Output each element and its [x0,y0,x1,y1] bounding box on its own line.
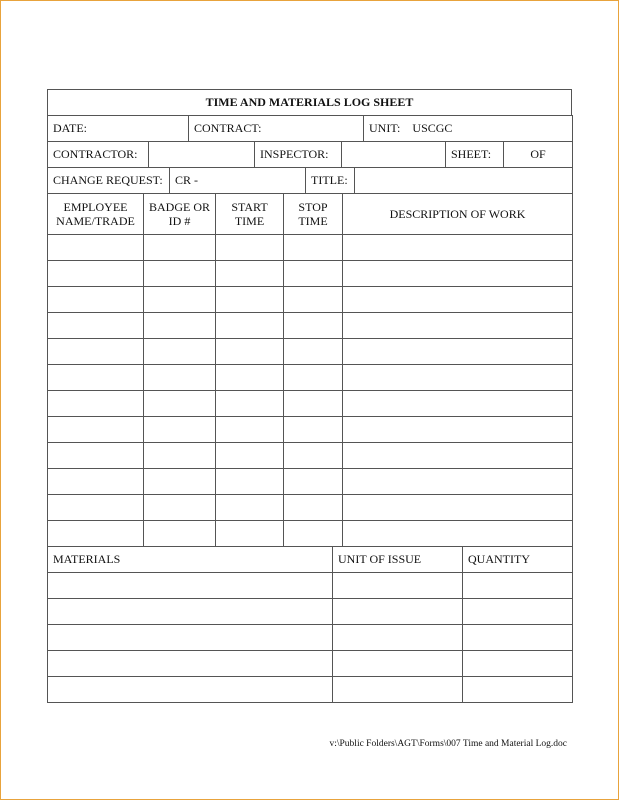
labor-row-cell[interactable] [343,495,573,521]
labor-row-cell[interactable] [144,469,216,495]
labor-row-cell[interactable] [48,261,144,287]
inspector-input[interactable] [342,142,446,168]
labor-row-cell[interactable] [284,235,343,261]
labor-row-cell[interactable] [216,313,284,339]
labor-row [48,443,573,469]
labor-row-cell[interactable] [48,391,144,417]
start-time-column-header: START TIME [216,194,284,235]
labor-row-cell[interactable] [144,365,216,391]
title-label: TITLE: [306,168,355,194]
labor-row-cell[interactable] [284,339,343,365]
date-label: DATE: [53,121,87,135]
stop-time-column-header: STOP TIME [284,194,343,235]
labor-row [48,235,573,261]
labor-row-cell[interactable] [284,417,343,443]
materials-row-cell[interactable] [463,599,573,625]
labor-row-cell[interactable] [144,287,216,313]
of-label: OF [530,147,546,161]
labor-row-cell[interactable] [343,417,573,443]
materials-row-cell[interactable] [463,651,573,677]
labor-row-cell[interactable] [343,313,573,339]
materials-row-cell[interactable] [333,651,463,677]
materials-column-header: MATERIALS [48,547,333,573]
labor-row [48,495,573,521]
labor-row-cell[interactable] [343,287,573,313]
labor-row-cell[interactable] [48,495,144,521]
labor-row-cell[interactable] [216,469,284,495]
labor-row-cell[interactable] [284,469,343,495]
change-request-input[interactable] [170,168,306,194]
labor-row-cell[interactable] [284,365,343,391]
labor-row-cell[interactable] [48,287,144,313]
materials-row-cell[interactable] [333,677,463,703]
labor-row-cell[interactable] [216,495,284,521]
labor-row-cell[interactable] [216,417,284,443]
labor-row-cell[interactable] [284,521,343,547]
labor-row-cell[interactable] [144,417,216,443]
labor-row-cell[interactable] [343,339,573,365]
materials-header-row [48,547,573,573]
labor-row-cell[interactable] [216,235,284,261]
title-input[interactable] [355,168,573,194]
labor-row [48,261,573,287]
labor-table [47,193,573,547]
contractor-label: CONTRACTOR: [48,142,149,168]
change-request-row [47,167,573,194]
materials-row-cell[interactable] [48,651,333,677]
labor-row-cell[interactable] [144,495,216,521]
labor-row [48,339,573,365]
labor-row-cell[interactable] [144,443,216,469]
labor-row-cell[interactable] [343,365,573,391]
labor-row-cell[interactable] [48,521,144,547]
form-title: TIME AND MATERIALS LOG SHEET [48,90,572,116]
unit-of-issue-column-header: UNIT OF ISSUE [333,547,463,573]
labor-row-cell[interactable] [48,417,144,443]
labor-row-cell[interactable] [216,287,284,313]
materials-table [47,546,573,703]
labor-row-cell[interactable] [284,287,343,313]
labor-row-cell[interactable] [144,339,216,365]
labor-row [48,287,573,313]
date-field[interactable] [48,116,189,142]
employee-column-header: EMPLOYEE NAME/TRADE [48,194,144,235]
date-contract-row [47,115,573,142]
labor-row-cell[interactable] [144,235,216,261]
cr-prefix: CR - [175,173,199,187]
labor-row [48,521,573,547]
labor-row-cell[interactable] [284,313,343,339]
materials-row [48,599,573,625]
materials-row [48,677,573,703]
unit-label: UNIT: [369,121,401,135]
contract-label: CONTRACT: [194,121,262,135]
sheet-label: SHEET: [446,142,504,168]
materials-row-cell[interactable] [463,573,573,599]
labor-row-cell[interactable] [343,391,573,417]
inspector-label: INSPECTOR: [255,142,342,168]
labor-row-cell[interactable] [48,365,144,391]
materials-row-cell[interactable] [48,599,333,625]
materials-row-cell[interactable] [333,599,463,625]
materials-row-cell[interactable] [463,625,573,651]
labor-row-cell[interactable] [343,521,573,547]
labor-row-cell[interactable] [216,391,284,417]
labor-row-cell[interactable] [343,469,573,495]
labor-row-cell[interactable] [48,235,144,261]
change-request-label: CHANGE REQUEST: [48,168,170,194]
title-table [47,89,572,116]
labor-row [48,469,573,495]
contractor-inspector-row [47,141,573,168]
contractor-input[interactable] [149,142,255,168]
labor-row-cell[interactable] [284,391,343,417]
labor-row-cell[interactable] [48,313,144,339]
labor-row [48,313,573,339]
labor-row-cell[interactable] [216,365,284,391]
labor-row [48,391,573,417]
materials-row [48,573,573,599]
labor-row-cell[interactable] [144,313,216,339]
labor-row-cell[interactable] [343,235,573,261]
labor-row-cell[interactable] [216,261,284,287]
labor-row [48,365,573,391]
materials-row [48,625,573,651]
materials-row-cell[interactable] [48,625,333,651]
labor-row-cell[interactable] [284,443,343,469]
labor-row-cell[interactable] [216,521,284,547]
unit-value: USCGC [412,121,453,135]
materials-row-cell[interactable] [48,573,333,599]
labor-row-cell[interactable] [48,339,144,365]
labor-row-cell[interactable] [48,469,144,495]
badge-column-header: BADGE OR ID # [144,194,216,235]
labor-row-cell[interactable] [284,495,343,521]
materials-row-cell[interactable] [48,677,333,703]
unit-field[interactable] [364,116,573,142]
materials-row-cell[interactable] [333,573,463,599]
labor-row-cell[interactable] [343,261,573,287]
labor-row-cell[interactable] [48,443,144,469]
description-column-header: DESCRIPTION OF WORK [343,194,573,235]
labor-row-cell[interactable] [144,261,216,287]
quantity-column-header: QUANTITY [463,547,573,573]
file-path-footer: v:\Public Folders\AGT\Forms\007 Time and Material Log.doc [329,739,567,749]
labor-header-row [48,194,573,235]
labor-row-cell[interactable] [343,443,573,469]
labor-row-cell[interactable] [144,391,216,417]
sheet-of-input[interactable] [504,142,573,168]
materials-row-cell[interactable] [333,625,463,651]
labor-row-cell[interactable] [284,261,343,287]
labor-row-cell[interactable] [144,521,216,547]
labor-row [48,417,573,443]
time-materials-log-form [47,89,572,703]
labor-row-cell[interactable] [216,339,284,365]
labor-row-cell[interactable] [216,443,284,469]
materials-row-cell[interactable] [463,677,573,703]
materials-row [48,651,573,677]
contract-field[interactable] [189,116,364,142]
